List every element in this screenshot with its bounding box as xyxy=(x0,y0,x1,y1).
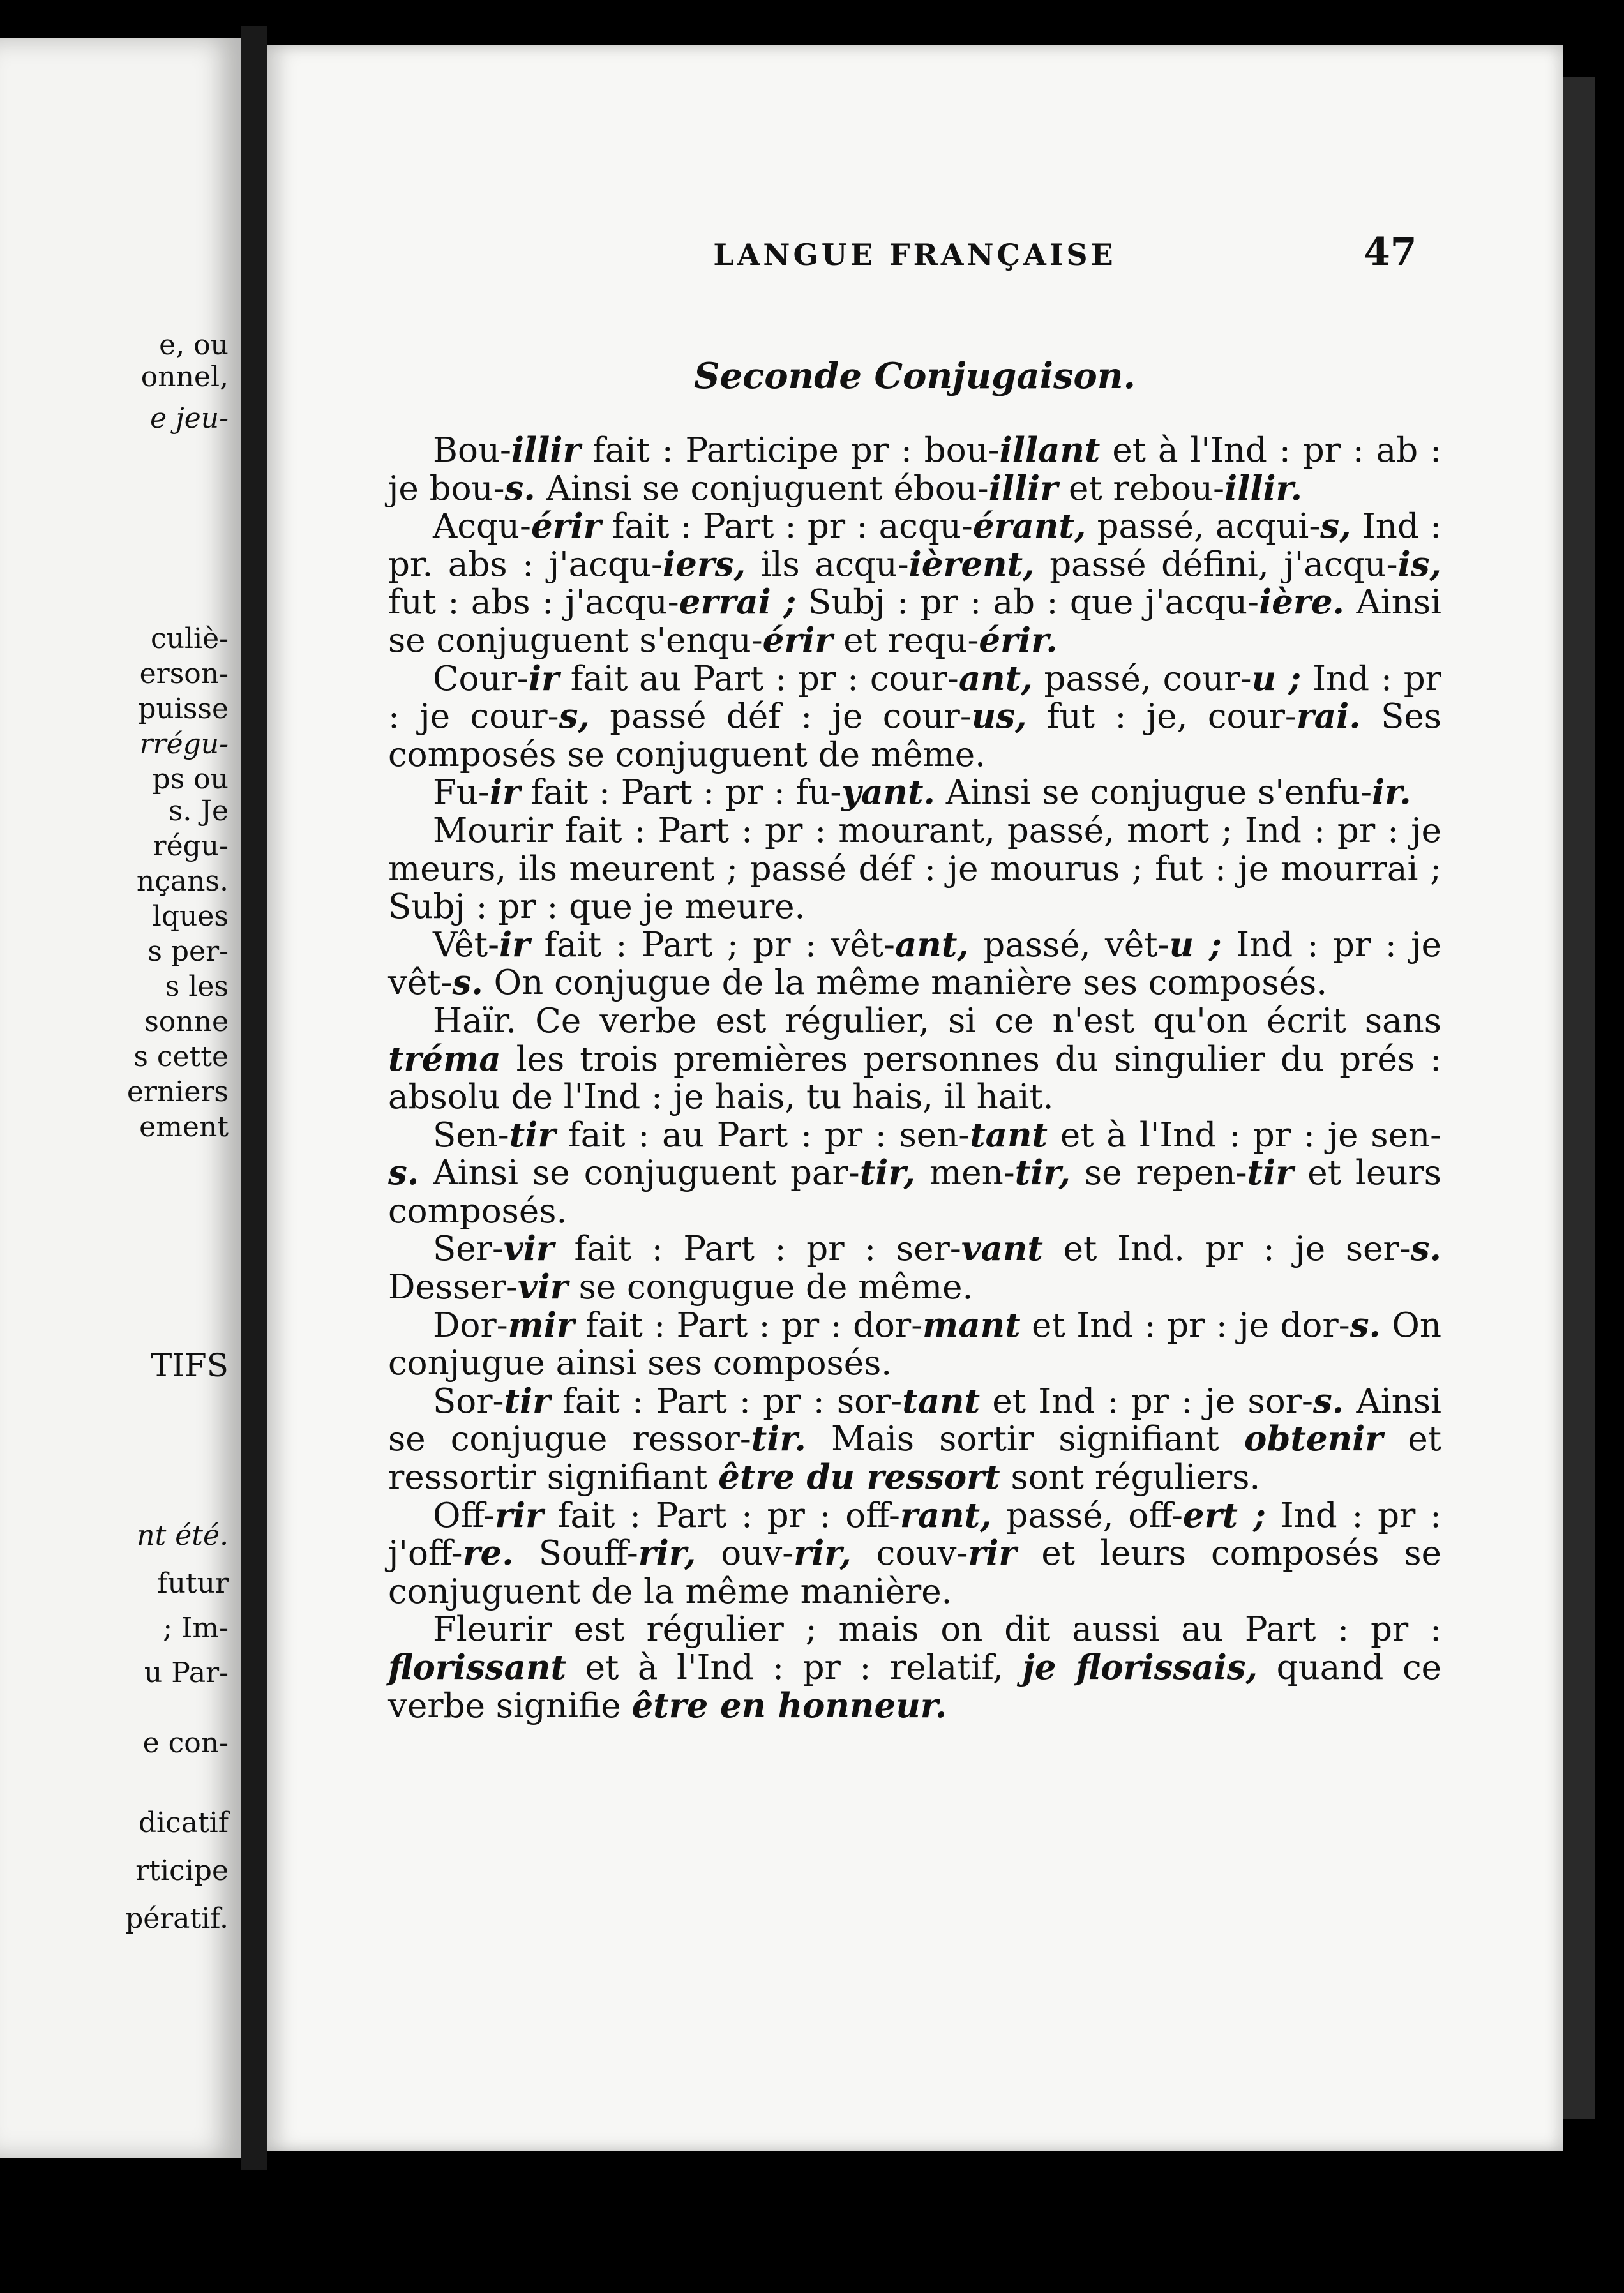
left-page-line: rticipe xyxy=(135,1854,229,1887)
left-page-line: ; Im- xyxy=(163,1612,229,1644)
italic-run: re. xyxy=(462,1533,514,1574)
text-run: ils acqu- xyxy=(746,545,909,584)
italic-run: tir, xyxy=(1014,1153,1071,1193)
left-page-line: e con- xyxy=(142,1727,229,1759)
italic-run: tir xyxy=(509,1115,556,1155)
italic-run: u ; xyxy=(1169,924,1222,965)
italic-run: s, xyxy=(1320,506,1351,546)
italic-run: illir xyxy=(511,430,581,470)
italic-run: florissant xyxy=(388,1648,566,1687)
italic-run: ir. xyxy=(1372,772,1411,813)
italic-run: rir xyxy=(495,1495,544,1535)
right-page xyxy=(267,45,1563,2151)
italic-run: s. xyxy=(452,963,483,1003)
text-run: et Ind : pr : je sor- xyxy=(980,1381,1313,1421)
text-run: Ind : pr : je vêt- xyxy=(388,925,1441,1003)
italic-run: tir xyxy=(504,1381,551,1421)
paragraph xyxy=(388,774,1441,812)
text-run: Ainsi se conjugue s'enfu- xyxy=(935,773,1372,813)
italic-run: érir xyxy=(762,620,833,660)
italic-run: être du ressort xyxy=(718,1457,1000,1498)
paragraph xyxy=(388,1307,1441,1383)
italic-run: u ; xyxy=(1251,658,1302,698)
text-run: Vêt- xyxy=(433,925,499,965)
italic-run: yant. xyxy=(841,772,935,813)
text-run: quand ce verbe signifie xyxy=(388,1648,1442,1725)
left-page-line: ps ou xyxy=(152,763,229,795)
paragraph xyxy=(388,1611,1441,1725)
italic-run: érir xyxy=(530,506,601,546)
italic-run: ant, xyxy=(958,658,1033,698)
paragraph xyxy=(388,1383,1441,1497)
left-page-line: u Par- xyxy=(144,1657,229,1689)
italic-run: rir xyxy=(968,1533,1017,1574)
paragraph xyxy=(388,507,1441,659)
text-run: Bou- xyxy=(433,431,511,470)
paragraph xyxy=(388,1116,1441,1231)
text-run: fait : Part : pr : dor- xyxy=(574,1305,923,1345)
book-gutter xyxy=(241,26,267,2170)
text-run: passé défini, j'acqu- xyxy=(1034,545,1398,584)
text-run: fait : Part : pr : ser- xyxy=(553,1229,961,1269)
text-run: Ainsi se conjuguent s'enqu- xyxy=(388,583,1442,660)
text-run: et à l'Ind : pr : je sen- xyxy=(1048,1115,1441,1155)
text-run: ouv- xyxy=(696,1534,794,1574)
text-run: fut : je, cour- xyxy=(1026,697,1297,737)
text-run: Souff- xyxy=(513,1534,638,1574)
paragraph xyxy=(388,1497,1441,1611)
italic-run: s. xyxy=(1350,1305,1381,1345)
italic-run: rai. xyxy=(1296,696,1361,737)
text-run: On conjugue ainsi ses composés. xyxy=(388,1305,1441,1383)
text-run: et leurs composés se conjuguent de la même manière. xyxy=(388,1534,1441,1611)
text-run: Fu- xyxy=(433,773,490,813)
text-run: et Ind : pr : je dor- xyxy=(1020,1305,1350,1345)
text-run: fait : Part : pr : sor- xyxy=(550,1381,903,1421)
text-run: Cour- xyxy=(433,659,529,698)
left-page-line: sonne xyxy=(144,1005,229,1038)
left-page-line: s. Je xyxy=(168,795,229,827)
text-run: et Ind. pr : je ser- xyxy=(1042,1229,1411,1269)
italic-run: tir, xyxy=(859,1153,915,1193)
left-page-line: pératif. xyxy=(125,1902,229,1935)
text-run: fait : au Part : pr : sen- xyxy=(555,1115,970,1155)
text-run: passé, acqui- xyxy=(1086,507,1321,546)
running-title: LANGUE FRANÇAISE xyxy=(713,237,1116,272)
text-run: et à l'Ind : pr : ab : je bou- xyxy=(388,431,1441,508)
left-page-line: ement xyxy=(139,1111,229,1143)
italic-run: ièrent, xyxy=(908,544,1035,584)
left-page-line: onnel, xyxy=(140,361,229,393)
left-page-line: nçans. xyxy=(136,865,229,898)
text-run: et ressortir signifiant xyxy=(388,1420,1442,1498)
text-run: passé déf : je cour- xyxy=(589,697,972,737)
text-run: passé, vêt- xyxy=(968,925,1169,965)
text-run: et rebou- xyxy=(1058,469,1225,508)
italic-run: ière. xyxy=(1259,582,1345,622)
italic-run: s. xyxy=(388,1153,419,1193)
text-run: Off- xyxy=(433,1496,495,1535)
text-run: men- xyxy=(915,1154,1015,1193)
text-run: Ses composés se conjuguent de même. xyxy=(388,697,1441,774)
italic-run: iers, xyxy=(662,544,746,584)
text-run: Ind : pr : j'off- xyxy=(388,1496,1441,1574)
text-run: fait au Part : pr : cour- xyxy=(559,659,959,698)
text-run: les trois premières personnes du singulier du prés : absolu de l'Ind : je hais, tu hais, il hait. xyxy=(388,1039,1441,1117)
section-title: Seconde Conjugaison. xyxy=(694,355,1136,397)
italic-run: tant xyxy=(902,1381,981,1421)
left-page-line: erniers xyxy=(126,1076,229,1108)
text-run: Ind : pr. abs : j'acqu- xyxy=(388,507,1441,584)
left-page-line: e, ou xyxy=(159,329,229,361)
text-run: fait : Part : pr : acqu- xyxy=(601,507,973,546)
text-run: Ser- xyxy=(433,1229,504,1269)
left-page-line: e jeu- xyxy=(150,402,229,435)
left-page-line: s per- xyxy=(147,935,229,968)
body-text xyxy=(388,432,1441,1725)
left-page-line: TIFS xyxy=(150,1347,229,1384)
italic-run: je florissais, xyxy=(1022,1648,1258,1687)
paragraph xyxy=(388,660,1441,774)
text-run: se congugue de même. xyxy=(568,1268,974,1307)
left-page-line: dicatif xyxy=(138,1807,229,1839)
paragraph xyxy=(388,1002,1441,1116)
italic-run: rir, xyxy=(638,1533,696,1574)
italic-run: is, xyxy=(1397,544,1441,584)
italic-run: ir xyxy=(489,772,520,813)
italic-run: illir xyxy=(988,468,1058,508)
text-run: Dor- xyxy=(433,1305,508,1345)
italic-run: s, xyxy=(559,696,590,737)
italic-run: vir xyxy=(517,1267,568,1307)
left-page-line: régu- xyxy=(153,830,229,862)
italic-run: s. xyxy=(1312,1381,1344,1421)
text-run: Acqu- xyxy=(433,507,531,546)
paragraph xyxy=(388,812,1441,926)
text-run: fait : Part : pr : off- xyxy=(543,1496,900,1535)
italic-run: vant xyxy=(961,1229,1043,1269)
text-run: Desser- xyxy=(388,1268,518,1307)
left-page-line: lques xyxy=(152,900,229,933)
text-run: Sen- xyxy=(433,1115,509,1155)
text-run: Ainsi se conjuguent ébou- xyxy=(535,469,989,508)
text-run: passé, cour- xyxy=(1032,659,1252,698)
italic-run: ir xyxy=(528,658,559,698)
italic-run: s. xyxy=(504,468,536,508)
page-number: 47 xyxy=(1364,230,1417,274)
italic-run: vir xyxy=(503,1229,554,1269)
italic-run: rir, xyxy=(793,1533,852,1574)
italic-run: érir. xyxy=(979,620,1058,660)
italic-run: illir. xyxy=(1224,468,1303,508)
text-run: Mourir fait : Part : pr : mourant, passé, mort ; Ind : pr : je meurs, ils meurent ; passé déf : je mourus ; fut : je mourrai ; Subj : pr : que je meure. xyxy=(388,811,1441,927)
italic-run: rant, xyxy=(899,1495,992,1535)
left-page-line: nt été. xyxy=(137,1519,229,1552)
left-page-line: s cette xyxy=(133,1041,229,1073)
text-run: et leurs composés. xyxy=(388,1154,1442,1231)
italic-run: tréma xyxy=(388,1039,501,1079)
italic-run: ert ; xyxy=(1182,1495,1266,1535)
page-edge xyxy=(1563,77,1595,2119)
left-page-line: futur xyxy=(157,1567,229,1600)
text-run: Haïr. Ce verbe est régulier, si ce n'est qu'on écrit sans xyxy=(433,1001,1441,1041)
italic-run: tir xyxy=(1247,1153,1294,1193)
left-page-line: rrégu- xyxy=(139,728,229,760)
italic-run: tant xyxy=(970,1115,1048,1155)
italic-run: illant xyxy=(999,430,1101,470)
text-run: Ainsi se conjugue ressor- xyxy=(388,1381,1442,1459)
text-run: Fleurir est régulier ; mais on dit aussi au Part : pr : xyxy=(433,1610,1441,1650)
text-run: fait : Participe pr : bou- xyxy=(580,431,1000,470)
left-page-line: culiè- xyxy=(150,622,229,655)
italic-run: mant xyxy=(922,1305,1021,1345)
text-run: Subj : pr : ab : que j'acqu- xyxy=(796,583,1259,622)
text-run: et à l'Ind : pr : relatif, xyxy=(566,1648,1023,1687)
text-run: couv- xyxy=(851,1534,968,1574)
text-run: passé, off- xyxy=(991,1496,1183,1535)
italic-run: ant, xyxy=(894,924,969,965)
italic-run: mir xyxy=(508,1305,575,1345)
italic-run: s. xyxy=(1410,1229,1441,1269)
text-run: On conjugue de la même manière ses composés. xyxy=(483,963,1328,1003)
text-run: fut : abs : j'acqu- xyxy=(388,583,679,622)
paragraph xyxy=(388,432,1441,507)
text-run: fait : Part ; pr : vêt- xyxy=(530,925,895,965)
left-page-line: s les xyxy=(165,970,229,1003)
italic-run: obtenir xyxy=(1244,1419,1383,1459)
text-run: Mais sortir signifiant xyxy=(806,1420,1245,1459)
paragraph xyxy=(388,926,1441,1002)
italic-run: être en honneur. xyxy=(631,1685,947,1725)
left-page-fragment xyxy=(0,38,241,2158)
text-run: Ainsi se conjuguent par- xyxy=(419,1154,860,1193)
italic-run: errai ; xyxy=(679,582,797,622)
text-run: Sor- xyxy=(433,1381,504,1421)
italic-run: érant, xyxy=(972,506,1086,546)
text-run: se repen- xyxy=(1070,1154,1247,1193)
text-run: sont réguliers. xyxy=(1000,1458,1261,1498)
left-page-line: erson- xyxy=(139,658,229,690)
italic-run: tir. xyxy=(751,1419,806,1459)
text-run: fait : Part : pr : fu- xyxy=(520,773,842,813)
italic-run: ir xyxy=(499,924,530,965)
italic-run: us, xyxy=(971,696,1027,737)
text-run: et requ- xyxy=(832,620,979,660)
text-run: Ind : pr : je cour- xyxy=(388,659,1441,737)
left-page-line: puisse xyxy=(138,693,229,725)
paragraph xyxy=(388,1230,1441,1306)
